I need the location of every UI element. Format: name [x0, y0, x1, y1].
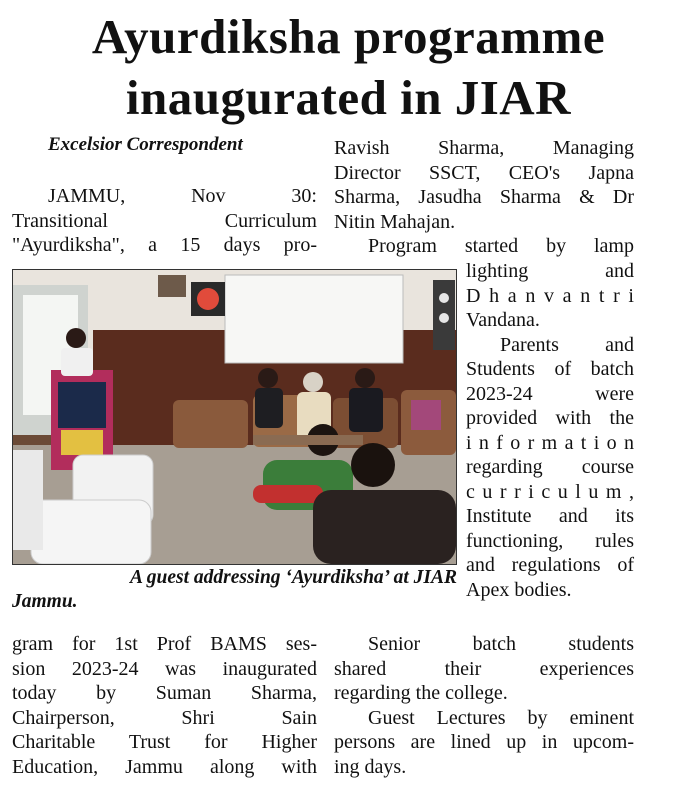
- text-line: functioning, rules: [466, 529, 634, 552]
- text-line: Chairperson, Shri Sain: [12, 706, 317, 729]
- text-line: provided with the: [466, 407, 634, 429]
- text-line: Education, Jammu along with: [12, 755, 317, 778]
- photo-caption: [12, 566, 457, 614]
- text-line: Director SSCT, CEO's Japna: [334, 161, 634, 184]
- byline: Excelsior Correspondent: [48, 134, 243, 155]
- article-photo: [12, 269, 457, 565]
- left-column-bottom: [12, 632, 317, 779]
- text-line: shared their experiences: [334, 657, 634, 680]
- text-line: i n f o r m a t i o n: [466, 431, 634, 454]
- left-column-top: [12, 184, 317, 258]
- right-column-top: [334, 136, 634, 259]
- caption-line-1: A guest addressing ‘Ayurdiksha’ at JIAR: [129, 567, 457, 588]
- text-line: JAMMU, Nov 30:: [48, 185, 317, 207]
- text-line: Charitable Trust for Higher: [12, 731, 317, 753]
- text-line: and regulations of: [466, 554, 634, 576]
- text-line: Senior batch students: [368, 633, 634, 655]
- text-line: Ravish Sharma, Managing: [334, 137, 634, 159]
- text-line: D h a n v a n t r i: [466, 284, 634, 307]
- text-line: Institute and its: [466, 505, 634, 527]
- text-line: Nitin Mahajan.: [334, 210, 456, 233]
- caption-line-2: Jammu.: [12, 591, 78, 612]
- text-line: Apex bodies.: [466, 578, 572, 601]
- text-line: "Ayurdiksha", a 15 days pro-: [12, 234, 317, 256]
- text-line: Sharma, Jasudha Sharma & Dr: [334, 186, 634, 208]
- text-line: Guest Lectures by eminent: [368, 706, 634, 729]
- text-line: 2023-24 were: [466, 382, 634, 405]
- headline: [0, 6, 697, 128]
- text-line: sion 2023-24 was inaugurated: [12, 657, 317, 680]
- text-line: Program started by lamp: [368, 235, 634, 257]
- right-column-bottom: [334, 632, 634, 779]
- text-line: Transitional Curriculum: [12, 209, 317, 232]
- right-column-narrow: [466, 259, 634, 602]
- text-line: regarding the college.: [334, 682, 508, 704]
- headline-line-2: inaugurated in JIAR: [125, 70, 572, 125]
- text-line: Vandana.: [466, 309, 540, 331]
- text-line: today by Suman Sharma,: [12, 682, 317, 704]
- text-line: c u r r i c u l u m ,: [466, 480, 634, 503]
- text-line: lighting and: [466, 260, 634, 282]
- text-line: Students of batch: [466, 358, 634, 380]
- text-line: regarding course: [466, 456, 634, 478]
- text-line: persons are lined up in upcom-: [334, 731, 634, 753]
- text-line: Parents and: [500, 333, 634, 356]
- headline-line-1: Ayurdiksha programme: [91, 9, 606, 64]
- text-line: ing days.: [334, 755, 407, 778]
- text-line: gram for 1st Prof BAMS ses-: [12, 633, 317, 655]
